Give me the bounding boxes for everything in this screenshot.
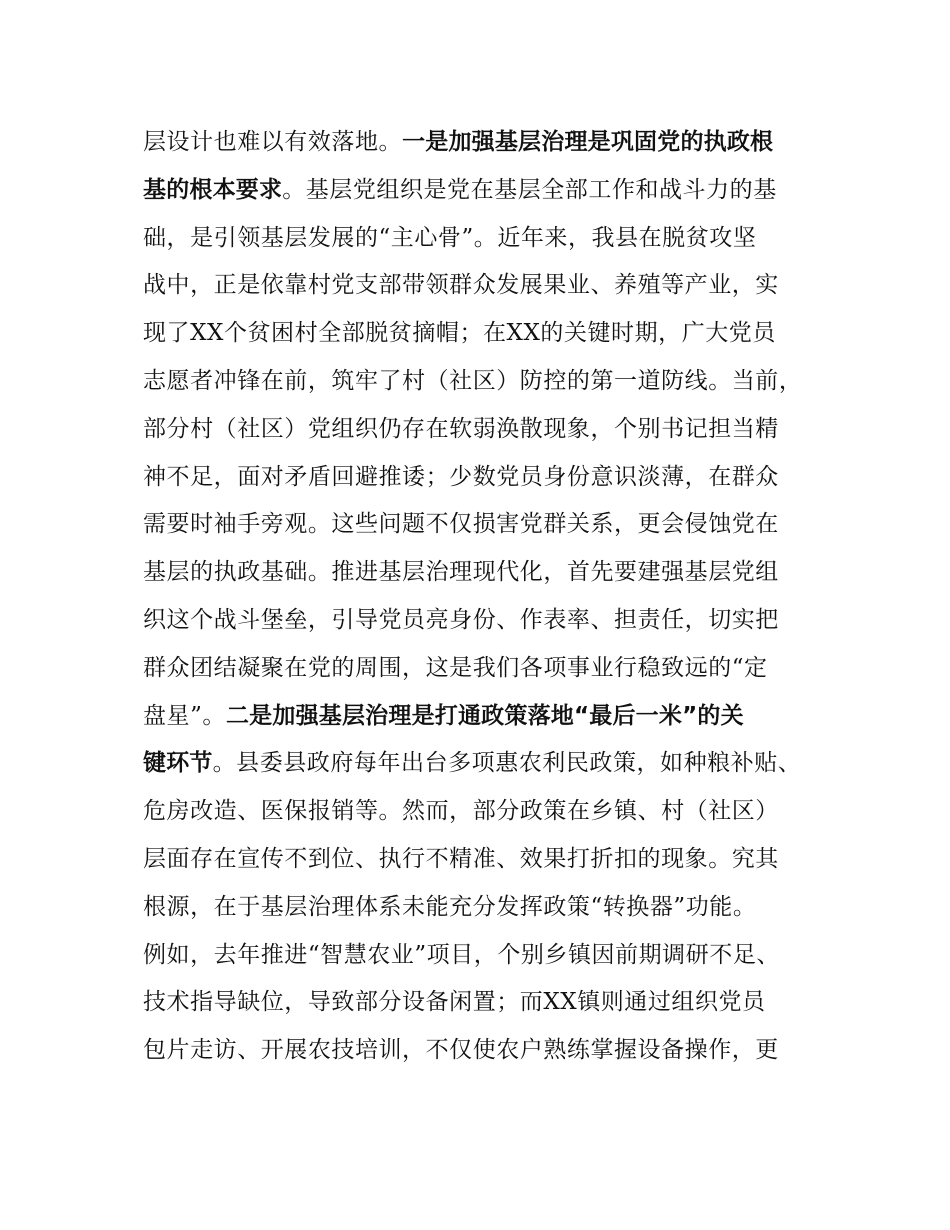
text-segment: 神不足，面对矛盾回避推诿；少数党员身份意识淡薄，在群众: [143, 463, 779, 490]
text-line: [143, 836, 833, 884]
text-line: [143, 693, 833, 741]
text-line: [143, 1027, 833, 1075]
emphasized-text: 基的根本要求: [143, 176, 283, 203]
emphasized-text: 一是加强基层治理是巩固党的执政根: [402, 129, 774, 155]
text-segment: 部分村（社区）党组织仍存在软弱涣散现象，个别书记担当精: [143, 415, 779, 442]
text-line: [143, 932, 833, 980]
text-segment: 危房改造、医保报销等。然而，部分政策在乡镇、村（社区）: [143, 798, 779, 825]
text-line: [143, 549, 833, 597]
text-line: [143, 645, 833, 693]
text-line: [143, 167, 833, 215]
text-segment: 需要时袖手旁观。这些问题不仅损害党群关系，更会侵蚀党在: [143, 511, 779, 538]
text-segment: 例如，去年推进“智慧农业”项目，个别乡镇因前期调研不足、: [143, 941, 780, 968]
text-line: [143, 501, 833, 549]
text-segment: 志愿者冲锋在前，筑牢了村（社区）防控的第一道防线。当前，: [143, 367, 803, 394]
text-segment: 盘星”。: [143, 702, 226, 729]
text-line: [143, 788, 833, 836]
text-line: [143, 597, 833, 645]
text-segment: 根源，在于基层治理体系未能充分发挥政策“转换器”功能。: [143, 893, 757, 920]
text-line: [143, 884, 833, 932]
text-segment: 。县委县政府每年出台多项惠农利民政策，如种粮补贴、: [212, 750, 802, 777]
text-segment: 战中，正是依靠村党支部带领群众发展果业、养殖等产业，实: [143, 272, 779, 299]
text-segment: 技术指导缺位，导致部分设备闲置；而XX镇则通过组织党员: [143, 989, 766, 1016]
body-paragraph: [143, 119, 833, 1075]
text-line: [143, 979, 833, 1027]
text-line: [143, 119, 833, 167]
text-segment: 层设计也难以有效落地。: [143, 129, 403, 155]
text-segment: 基层的执政基础。推进基层治理现代化，首先要建强基层党组: [143, 559, 779, 586]
text-line: [143, 454, 833, 502]
emphasized-text: 键环节: [143, 750, 213, 777]
text-segment: 织这个战斗堡垒，引导党员亮身份、作表率、担责任，切实把: [143, 606, 779, 633]
text-segment: 包片走访、开展农技培训，不仅使农户熟练掌握设备操作，更: [143, 1037, 779, 1064]
text-segment: 现了XX个贫困村全部脱贫摘帽；在XX的关键时期，广大党员: [143, 320, 776, 347]
text-segment: 。基层党组织是党在基层全部工作和战斗力的基: [282, 176, 777, 203]
text-line: [143, 310, 833, 358]
text-line: [143, 406, 833, 454]
text-segment: 层面存在宣传不到位、执行不精准、效果打折扣的现象。究其: [143, 845, 779, 872]
emphasized-text: 二是加强基层治理是打通政策落地“最后一米”的关: [225, 702, 744, 729]
text-line: [143, 740, 833, 788]
text-line: [143, 262, 833, 310]
text-segment: 群众团结凝聚在党的周围，这是我们各项事业行稳致远的“定: [143, 654, 768, 681]
text-segment: 础，是引领基层发展的“主心骨”。近年来，我县在脱贫攻坚: [143, 224, 757, 251]
text-line: [143, 358, 833, 406]
text-line: [143, 215, 833, 263]
